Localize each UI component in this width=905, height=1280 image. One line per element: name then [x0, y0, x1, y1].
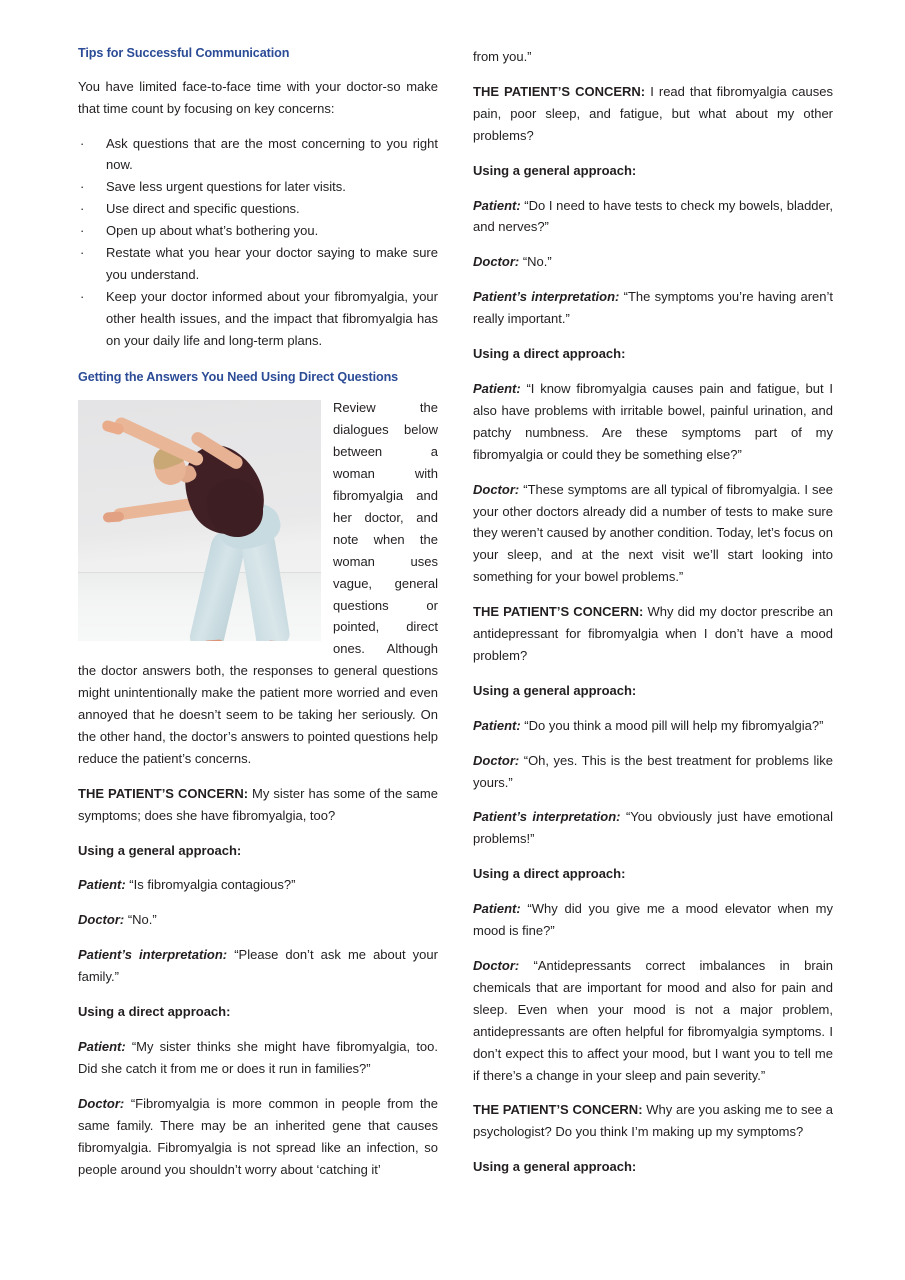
speaker-label: Doctor: — [473, 752, 520, 768]
dialogue-line — [78, 1036, 438, 1080]
dialogue-line — [78, 944, 438, 988]
concern-text: Why are you asking me to see a psychologist? Do you think I’m making up my symptoms? — [473, 1102, 833, 1140]
speaker-label: Patient: — [473, 717, 521, 733]
left-column — [78, 46, 438, 1221]
speaker-label: Doctor: — [473, 958, 520, 973]
dialogue-text: “Oh, yes. This is the best treatment for problems like yours.” — [473, 752, 833, 790]
speaker-label: Patient: — [473, 197, 521, 213]
dialogue-text: “My sister thinks she might have fibromyalgia, too. Did she catch it from me or does it run in families?” — [78, 1039, 438, 1076]
list-item — [78, 176, 438, 198]
direct-approach-heading: Using a direct approach: — [473, 866, 626, 882]
continuation-text: from you.” — [473, 49, 532, 64]
dialogue-line — [78, 874, 438, 896]
dialogue-line — [473, 750, 833, 794]
dialogue-text: “These symptoms are all typical of fibromyalgia. I see your other doctors already did a number of tests to make sure they weren’t caused by another condition. Today, let’s focus on your sleep, and at the next visit we’ll start looking into something for your bowel problems.” — [473, 481, 833, 585]
speaker-label: Doctor: — [473, 254, 520, 270]
bullet-icon: · — [80, 245, 85, 261]
dialogue-line — [473, 378, 833, 466]
patient-concern-2 — [473, 601, 833, 667]
direct-approach-heading: Using a direct approach: — [473, 346, 626, 362]
list-item — [78, 133, 438, 177]
speaker-label: Doctor: — [78, 1095, 125, 1111]
dialogue-line — [473, 251, 833, 273]
dialogue-line — [473, 715, 833, 737]
general-approach-heading: Using a general approach: — [78, 842, 242, 858]
dialogue-text: “You obviously just have emotional problems!” — [473, 809, 833, 847]
speaker-label: Patient’s interpretation: — [473, 289, 620, 305]
concern-text: Why did my doctor prescribe an antidepressant for fibromyalgia when I don’t have a mood problem? — [473, 604, 833, 663]
concern-label: THE PATIENT’S CONCERN: — [78, 785, 249, 801]
dialogue-line — [78, 1093, 438, 1181]
foot-left — [204, 640, 225, 642]
list-item-label: Keep your doctor informed about your fibromyalgia, your other health issues, and the impact that fibromyalgia has on your daily life and long-term plans. — [106, 288, 438, 348]
speaker-label: Doctor: — [473, 481, 520, 497]
list-item-label: Use direct and specific questions. — [106, 201, 300, 217]
concern-label: THE PATIENT’S CONCERN: — [473, 83, 646, 99]
list-item-label: Open up about what’s bothering you. — [106, 223, 319, 239]
patient-concern-1 — [78, 783, 438, 827]
dialogue-line — [473, 898, 833, 942]
bullet-icon: · — [80, 179, 85, 195]
speaker-label: Patient’s interpretation: — [78, 947, 228, 963]
speaker-label: Patient: — [78, 1039, 126, 1054]
dialogue-text: “No.” — [124, 912, 157, 928]
foot-right — [266, 641, 286, 642]
dialogue-line — [78, 909, 438, 931]
general-approach-heading: Using a general approach: — [473, 682, 637, 698]
concern-text: I read that fibromyalgia causes pain, poor sleep, and fatigue, but what about my other problems? — [473, 83, 833, 143]
woman-side-stretch-photo — [78, 400, 321, 641]
dialogue-text: “I know fibromyalgia causes pain and fatigue, but I also have problems with irritable bowel, painful urination, and patchy numbness. Are these symptoms part of my fibromyalgia or could they be something else?” — [473, 380, 833, 462]
dialogue-line — [473, 806, 833, 850]
dialogue-text: “Do you think a mood pill will help my fibromyalgia?” — [520, 717, 824, 733]
dialogue-line — [473, 955, 833, 1086]
tips-list — [78, 133, 438, 352]
dialogue-text: “Is fibromyalgia contagious?” — [125, 877, 296, 893]
bullet-icon: · — [80, 223, 85, 239]
concern-label: THE PATIENT’S CONCERN: — [473, 1102, 643, 1118]
speaker-label: Patient: — [473, 901, 521, 917]
speaker-label: Patient’s interpretation: — [473, 809, 621, 825]
dialogue-text: “Do I need to have tests to check my bowels, bladder, and nerves?” — [473, 197, 833, 235]
bullet-icon: · — [80, 288, 85, 304]
speaker-label: Patient: — [78, 877, 126, 893]
dialogue-text: “Why did you give me a mood elevator when my mood is fine?” — [473, 901, 833, 939]
dialogue-line — [473, 195, 833, 239]
list-item — [78, 242, 438, 286]
general-approach-heading: Using a general approach: — [473, 162, 637, 178]
heading-tips-for-successful-communication: Tips for Successful Communication — [78, 46, 290, 60]
list-item-label: Save less urgent questions for later visits. — [106, 179, 346, 195]
concern-label: THE PATIENT’S CONCERN: — [473, 604, 644, 620]
wrapped-paragraph: Review the dialogues below between a woman with fibromyalgia and her doctor, and note when the woman uses vague, general questions or pointed, direct ones. Although the doctor answers both, the responses to general questions might unintentionally make the patient more worried and even annoyed that he doesn’t seem to be taking her seriously. On the other hand, the doctor’s answers to pointed questions help reduce the patient’s concerns. — [78, 400, 438, 766]
hand-lower — [103, 512, 125, 523]
list-item — [78, 220, 438, 242]
dialogue-text: “Fibromyalgia is more common in people from the same family. There may be an inherited gene that causes fibromyalgia. Fibromyalgia is not spread like an infection, so people around you shouldn’t worry about ‘catching it’ — [78, 1095, 438, 1177]
list-item-label: Ask questions that are the most concerning to you right now. — [106, 135, 438, 173]
concern-text: My sister has some of the same symptoms; does she have fibromyalgia, too? — [78, 785, 438, 823]
general-approach-heading: Using a general approach: — [473, 1159, 637, 1175]
two-column-layout — [78, 46, 833, 1221]
dialogue-text: “The symptoms you’re having aren’t really important.” — [473, 289, 833, 327]
right-column — [473, 46, 833, 1221]
dialogue-line — [473, 479, 833, 589]
list-item-label: Restate what you hear your doctor saying to make sure you understand. — [106, 245, 438, 282]
bullet-icon: · — [80, 135, 85, 151]
dialogue-text: “Please don’t ask me about your family.” — [78, 947, 438, 985]
patient-concern-3 — [473, 1099, 833, 1143]
speaker-label: Patient: — [473, 380, 521, 396]
dialogue-line — [473, 286, 833, 330]
intro-paragraph: You have limited face-to-face time with your doctor-so make that time count by focusing on key concerns: — [78, 78, 438, 116]
list-item — [78, 198, 438, 220]
dialogue-text: “No.” — [519, 254, 552, 270]
figure-woman-side-stretch — [78, 400, 321, 641]
speaker-label: Doctor: — [78, 912, 125, 928]
direct-approach-heading: Using a direct approach: — [78, 1004, 231, 1020]
dialogue-text: “Antidepressants correct imbalances in brain chemicals that are important for mood and also for pain and sleep. Even when your mood is not a major problem, antidepressants are often helpful for fibromyalgia symptoms. I don’t expect this to affect your mood, but I want you to tell me if there’s a change in your sleep and pain severity.” — [473, 958, 833, 1083]
patient-concern-1 — [473, 81, 833, 147]
bullet-icon: · — [80, 201, 85, 217]
heading-getting-the-answers-you-need: Getting the Answers You Need Using Direct Questions — [78, 369, 399, 384]
list-item — [78, 286, 438, 352]
